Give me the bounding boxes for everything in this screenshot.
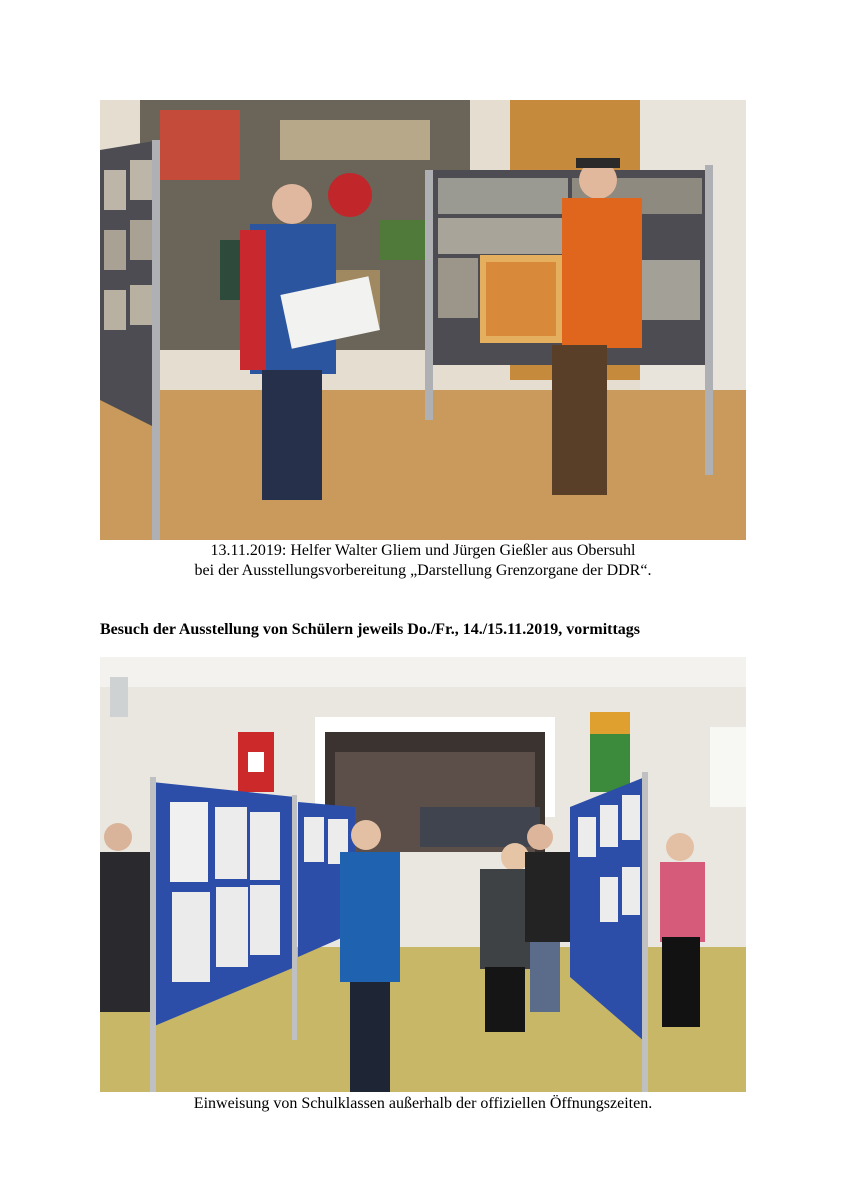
- photo2-caption: Einweisung von Schulklassen außerhalb der offiziellen Öffnungszeiten.: [193, 1095, 653, 1112]
- section-heading: Besuch der Ausstellung von Schülern jeweils Do./Fr., 14./15.11.2019, vormittags: [100, 621, 641, 638]
- exhibition-preparation-photo: [100, 100, 746, 540]
- photo1-caption: [100, 541, 746, 581]
- student-visit-photo: [100, 657, 746, 1092]
- photo1-caption-line1: 13.11.2019: Helfer Walter Gliem und Jürgen Gießler aus Obersuhl: [210, 542, 636, 559]
- photo1-caption-line2: bei der Ausstellungsvorbereitung „Darstellung Grenzorgane der DDR“.: [194, 562, 652, 579]
